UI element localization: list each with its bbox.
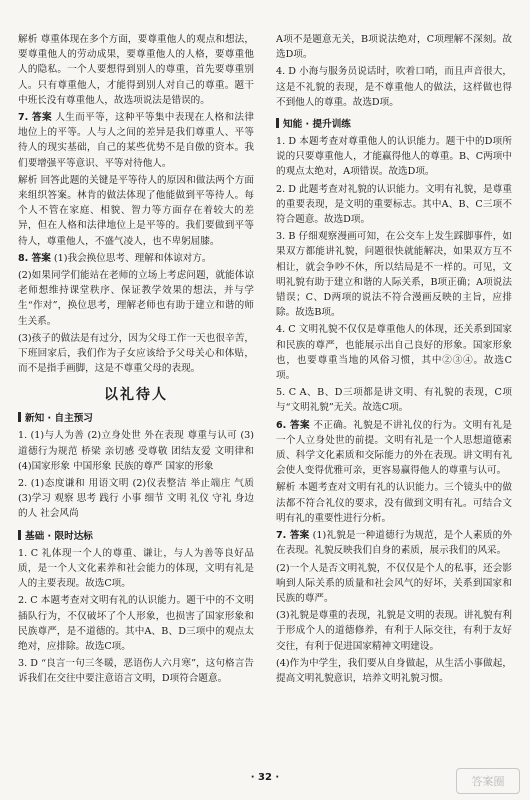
paragraph: 1. D 本题考查对尊重他人的认识能力。题干中的D项所说的只要尊重他人，才能赢得他人的尊重。B、C两项中的观点太绝对，A项错误。故选D项。 (276, 136, 512, 178)
answer-text: (1)礼貌是一种道德行为规范，是个人素质的外在表现。礼貌反映我们自身的素质，展示我们的风采。 (276, 530, 512, 557)
answer-text: (1)我会换位思考、理解和体谅对方。 (53, 252, 212, 264)
answer-lead: 7. 答案 (18, 112, 52, 124)
answer-text: 不正确。礼貌是不讲礼仪的行为。文明有礼是一个人立身处世的前提。文明有礼是一个人思想道德素质、科学文化素质和交际能力的外在表现。讲文明有礼会使人变得优雅可亲，更容易赢得他人的尊重与认可。 (276, 419, 512, 477)
paragraph: 3. D “良言一句三冬暖，恶语伤人六月寒”，这句格言告诉我们在交往中要注意语言文明，D项符合题意。 (18, 658, 254, 685)
answer-lead: 7. 答案 (276, 530, 310, 542)
paragraph: 4. D 小海与服务员说话时，吹着口哨，而且声音很大，这是不礼貌的表现，是不尊重他人的做法，这样做也得不到他人的尊重。故选D项。 (276, 66, 512, 108)
section-title: 以礼待人 (104, 387, 168, 404)
right-column (276, 32, 512, 762)
paragraph (276, 528, 512, 558)
paragraph (18, 251, 254, 266)
section-bar-icon (18, 530, 21, 540)
paragraph: (3)孩子的做法是有过分，因为父母工作一天也很辛苦，下班回家后，我们作为子女应该给予父母关心和体贴，而不是指手画脚，这是不尊重父母的表现。 (18, 332, 254, 375)
answer-lead: 6. 答案 (276, 419, 310, 431)
paragraph (276, 418, 512, 479)
left-column (18, 32, 254, 762)
page-number: · 32 · (250, 772, 280, 783)
section-header (18, 410, 254, 424)
paragraph: (2)如果同学们能站在老师的立场上考虑问题，就能体谅老师想维持课堂秩序、保证教学效果的想法，并与学生“作对”，换位思考，理解老师也有助于建立和谐的师生关系。 (18, 270, 254, 327)
paragraph (18, 110, 254, 171)
paragraph: 2. D 此题考查对礼貌的认识能力。文明有礼貌，是尊重的重要表现，是文明的重要标志。其中A、B、C三项不符合题意。故选D项。 (276, 183, 512, 226)
section-bar-icon (18, 412, 21, 422)
paragraph: (4)作为中学生，我们要从自身做起，从生活小事做起，提高文明礼貌意识，培养文明礼貌习惯。 (276, 657, 512, 684)
paragraph: (2)一个人是否文明礼貌，不仅仅是个人的私事，还会影响到人际关系的质量和社会风气的好坏，关系到国家和民族的尊严。 (276, 562, 512, 604)
paragraph: 1. (1)与人为善 (2)立身处世 外在表现 尊重与认可 (3)道德行为规范 桥梁 亲切感 受尊敬 团结友爱 文明律和 (4)国家形象 中国形象 民族的尊严 国家的形象 (18, 430, 254, 472)
watermark-logo: 答案圈 (456, 768, 520, 794)
section-header (18, 528, 254, 542)
paragraph: 解析 尊重体现在多个方面，要尊重他人的观点和想法，要尊重他人的劳动成果，要尊重他人的人格，要尊重他人的隐私。一个人要想得到别人的尊重，首先要尊重别人。只有尊重他人，才能得到别人对自己的尊重。题干中班长没有尊重他人，故选项说法是错误的。 (18, 34, 254, 106)
paragraph: 2. (1)态度谦和 用语文明 (2)仪表整洁 举止端庄 气质 (3)学习 观察 思考 践行 小事 细节 文明 礼仪 守礼 身边的人 社会风尚 (18, 478, 254, 520)
paragraph: 5. C A、B、D三项都是讲文明、有礼貌的表现，C项与“文明礼貌”无关。故选C项。 (276, 387, 512, 414)
answer-text: 人生而平等，这种平等集中表现在人格和法律地位上的平等。人与人之间的差异是我们尊重人、平等待人的现实基础，自己的某些优势不是自傲的资本。我们要增强平等意识、平等对待他人。 (18, 112, 254, 169)
paragraph: 4. C 文明礼貌不仅仅是尊重他人的体现，还关系到国家和民族的尊严，也能展示出自己良好的形象。国家形象也，也要尊重当地的风俗习惯，其中②③④。故选C项。 (276, 324, 512, 382)
paragraph: A项不是题意无关，B项说法绝对，C项理解不深刻。故选D项。 (276, 34, 512, 61)
paragraph: 解析 回答此题的关键是平等待人的原因和做法两个方面来组织答案。林肯的做法体现了他能做到平等待人。每个人不管在家庭、相貌、智力等方面存在着较大的差异，但在人格和法律地位上是平等的。我们要做到平等待人，尊重他人，不盛气凌人，也不卑躬屈膝。 (18, 174, 254, 247)
page (18, 32, 514, 762)
section-header-label: 新知 · 自主预习 (25, 413, 93, 425)
section-header (276, 116, 512, 130)
paragraph: (3)礼貌是尊重的表现，礼貌是文明的表现。讲礼貌有利于形成个人的道德修养，有利于人际交往，有利于友好交往，有利于促进国家精神文明建设。 (276, 610, 512, 652)
paragraph: 3. B 仔细观察漫画可知，在公交车上发生踩脚事件，如果双方都能讲礼貌，问题很快就能解决，如果双方互不相让，就会争吵不休，所以结局是不一样的。可见，文明礼貌有助于建立和谐的人际关系，B项正确；A项说法错误；C、D两项的说法不符合漫画反映的主旨，应排除。故选B项。 (276, 231, 512, 319)
section-header-label: 知能 · 提升训练 (283, 119, 351, 131)
answer-lead: 8. 答案 (18, 252, 51, 264)
paragraph: 2. C 本题考查对文明有礼的认识能力。题干中的不文明插队行为，不仅破坏了个人形象，也损害了国家形象和民族尊严，是不道德的。其中A、B、D三项中的观点太绝对，应排除。故选C项。 (18, 595, 254, 652)
paragraph: 1. C 礼体现一个人的尊重、谦让，与人为善等良好品质，是一个人文化素养和社会能力的体现，文明有礼是人的主要表现。故选C项。 (18, 547, 254, 590)
section-header-label: 基础 · 限时达标 (25, 530, 93, 542)
section-bar-icon (276, 118, 279, 128)
paragraph: 解析 本题考查对文明有礼的认识能力。三个镜头中的做法都不符合礼仪的要求，没有做到文明有礼。可结合文明有礼的重要性进行分析。 (276, 482, 512, 524)
